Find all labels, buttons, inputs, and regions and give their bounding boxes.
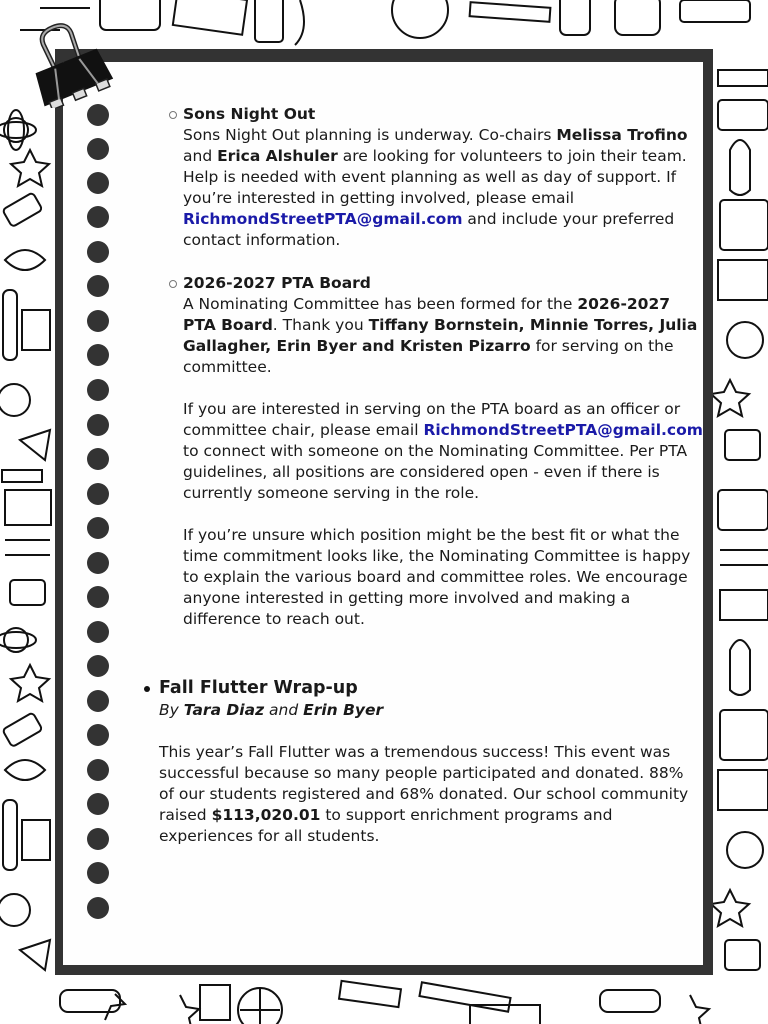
section-fall-flutter [159, 676, 699, 847]
text: This year’s Fall Flutter was a tremendous success! This event was successful because so many people participated and donated. 88% of our students registered and 68% donated. Our school community raised [159, 743, 689, 824]
section-sons-night-out [183, 104, 703, 251]
text: and [183, 147, 218, 165]
text: are looking for volunteers to join their team. Help is needed with event planning as well as day of support. If you’re interested in getting involved, please email [183, 147, 687, 207]
text: . Thank you [272, 316, 369, 334]
text: A Nominating Committee has been formed for the [183, 295, 578, 313]
hollow-bullet-icon [169, 111, 177, 119]
section-paragraph [183, 399, 703, 504]
byline [159, 700, 699, 721]
section-title: Fall Flutter Wrap-up [159, 678, 358, 698]
bullet-icon [144, 686, 150, 692]
section-paragraph [183, 294, 703, 378]
text: to connect with someone on the Nominating Committee. Per PTA guidelines, all positions are considered open - even if there is currently someone serving in the role. [183, 442, 688, 502]
section-title: 2026-2027 PTA Board [183, 274, 371, 292]
text: and [264, 701, 304, 719]
section-paragraph: If you’re unsure which position might be the best fit or what the time commitment looks like, the Nominating Committee is happy to explain the various board and committee roles. We encourage anyone interested in getting more involved and making a difference to reach out. [183, 526, 691, 628]
cochair-name: Melissa Trofino [556, 126, 688, 144]
amount-raised: $113,020.01 [211, 806, 321, 824]
board-name: 2026-2027 PTA Board [183, 295, 671, 334]
text: By [159, 701, 184, 719]
cochair-name: Erica Alshuler [217, 147, 338, 165]
section-pta-board [183, 273, 703, 630]
text: for serving on the committee. [183, 337, 674, 376]
section-body [183, 125, 703, 251]
section-body [159, 742, 699, 847]
text: Sons Night Out planning is underway. Co-chairs [183, 126, 557, 144]
author-name: Tara Diaz [183, 701, 265, 719]
email-link[interactable]: RichmondStreetPTA@gmail.com [183, 210, 463, 228]
hollow-bullet-icon [169, 280, 177, 288]
text: to support enrichment programs and experiences for all students. [159, 806, 613, 845]
committee-names: Tiffany Bornstein, Minnie Torres, Julia Gallagher, Erin Byer and Kristen Pizarro [183, 316, 698, 355]
email-link[interactable]: RichmondStreetPTA@gmail.com [423, 421, 703, 439]
text: and include your preferred contact information. [183, 210, 675, 249]
text: If you are interested in serving on the PTA board as an officer or committee chair, please email [183, 400, 681, 439]
author-name: Erin Byer [303, 701, 384, 719]
section-title: Sons Night Out [183, 105, 316, 123]
